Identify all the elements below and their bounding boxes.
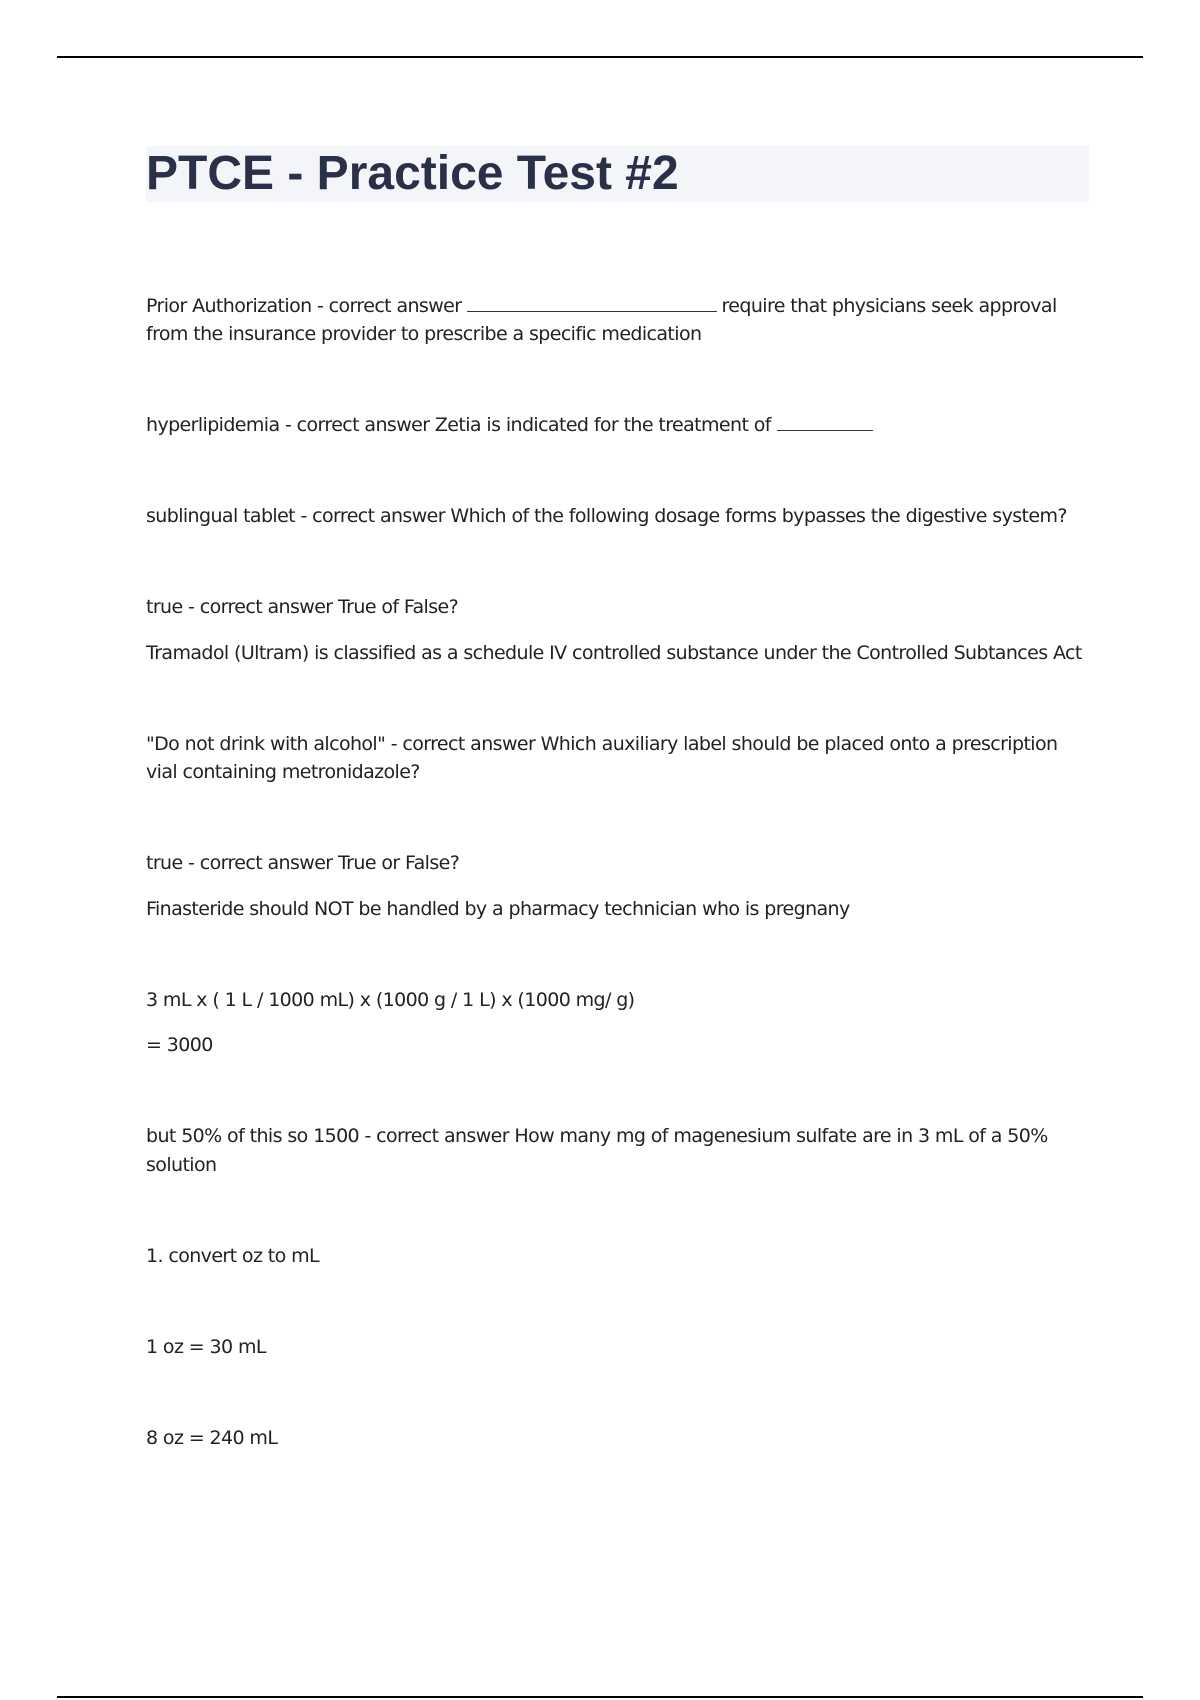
qa-item-line: vial containing metronidazole? (146, 761, 420, 783)
qa-item-line: true - correct answer True or False? (146, 852, 460, 874)
answer-blank (467, 293, 717, 312)
qa-item-line: sublingual tablet - correct answer Which of the following dosage forms bypasses the digestive system? (146, 505, 1067, 527)
qa-text: hyperlipidemia - correct answer Zetia is indicated for the treatment of (146, 414, 771, 436)
qa-item-line: = 3000 (146, 1034, 213, 1056)
qa-item-line: but 50% of this so 1500 - correct answer How many mg of magenesium sulfate are in 3 mL of a 50% (146, 1125, 1048, 1147)
bottom-rule (57, 1696, 1143, 1698)
qa-item-line: 1. convert oz to mL (146, 1245, 319, 1267)
qa-text: require that physicians seek approval (721, 295, 1057, 317)
qa-item-line: from the insurance provider to prescribe a specific medication (146, 323, 702, 345)
page-title: PTCE - Practice Test #2 (146, 147, 679, 200)
qa-item-line: 8 oz = 240 mL (146, 1427, 278, 1449)
answer-blank (777, 412, 873, 431)
title-banner (146, 146, 1089, 202)
top-rule (57, 56, 1143, 58)
qa-text: Prior Authorization - correct answer (146, 295, 462, 317)
qa-item-line: "Do not drink with alcohol" - correct answer Which auxiliary label should be placed onto a prescription (146, 733, 1058, 755)
qa-item-line: 3 mL x ( 1 L / 1000 mL) x (1000 g / 1 L) x (1000 mg/ g) (146, 989, 635, 1011)
qa-item-line: solution (146, 1154, 217, 1176)
qa-item-line (146, 412, 877, 438)
qa-item-line: true - correct answer True of False? (146, 596, 459, 618)
qa-item-line: Finasteride should NOT be handled by a pharmacy technician who is pregnany (146, 898, 850, 920)
qa-item-line: 1 oz = 30 mL (146, 1336, 266, 1358)
qa-item-line: Tramadol (Ultram) is classified as a schedule IV controlled substance under the Controlled Subtances Act (146, 642, 1082, 664)
qa-item-line (146, 293, 1057, 319)
